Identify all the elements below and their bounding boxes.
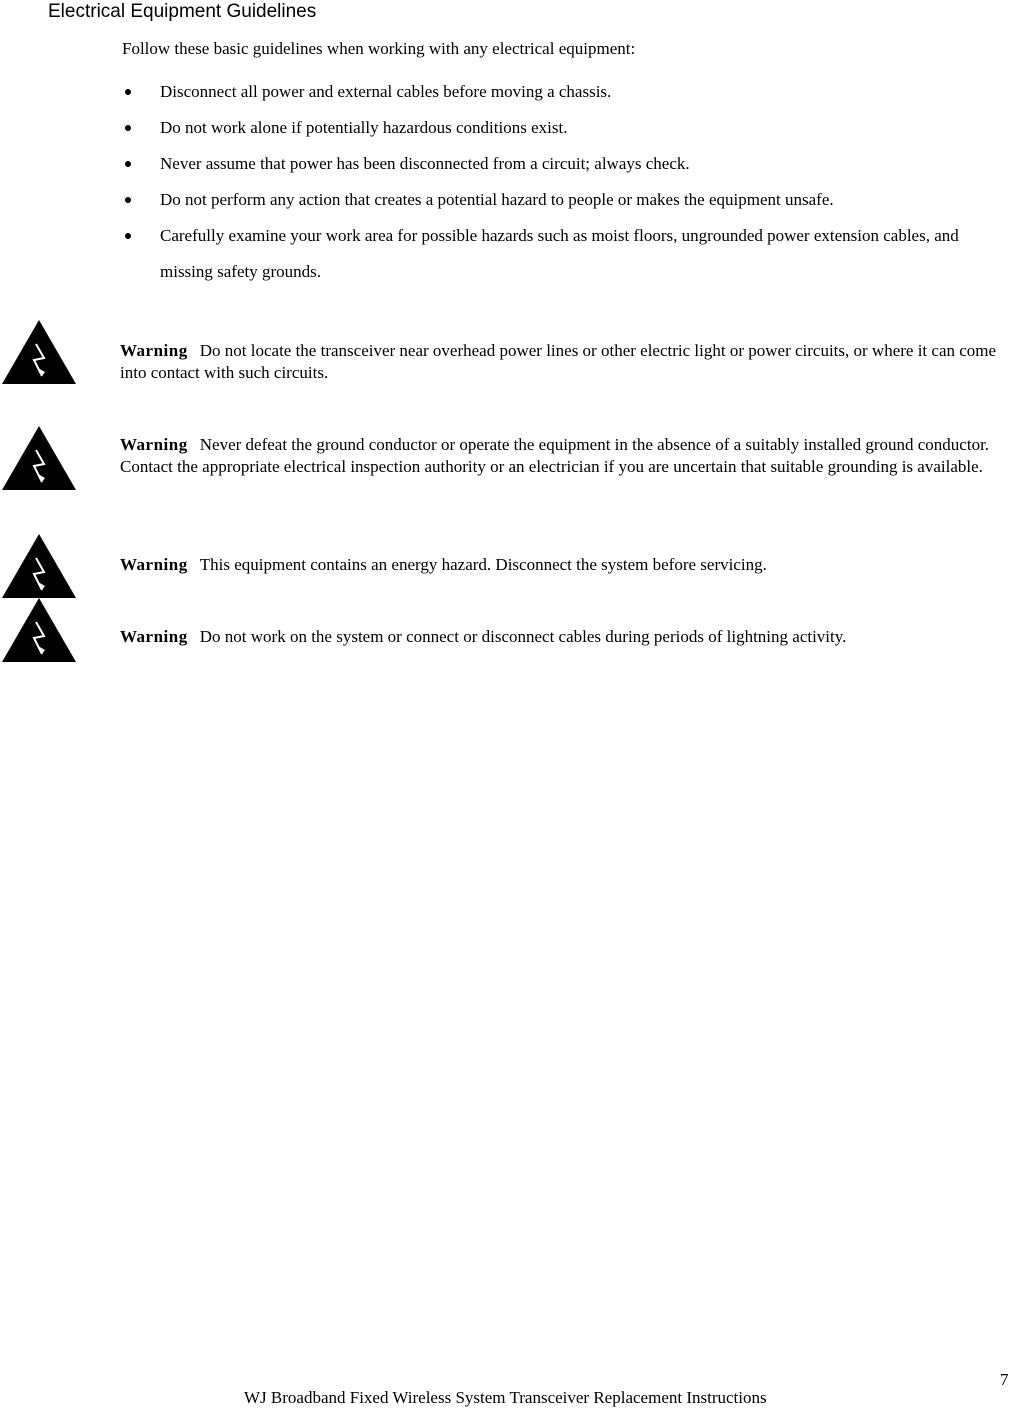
warning-text	[120, 554, 1008, 576]
list-item	[122, 110, 992, 146]
list-item	[122, 218, 992, 290]
bullet-icon	[125, 125, 131, 131]
warning-message: Never defeat the ground conductor or operate the equipment in the absence of a suitably installed ground conductor. Contact the appropriate electrical inspection authority or an electrician if you are uncertain that suitable grounding is available.	[120, 435, 990, 476]
warning-label: Warning	[120, 627, 188, 646]
warning-label: Warning	[120, 435, 188, 454]
footer-title: WJ Broadband Fixed Wireless System Transceiver Replacement Instructions	[244, 1388, 767, 1407]
list-item	[122, 146, 992, 182]
page-heading: Electrical Equipment Guidelines	[48, 1, 317, 22]
electrical-hazard-warning-icon	[0, 318, 78, 386]
list-item-text: Do not work alone if potentially hazardous conditions exist.	[160, 118, 568, 137]
list-item-text: Do not perform any action that creates a potential hazard to people or makes the equipment unsafe.	[160, 190, 834, 209]
warning-text	[120, 340, 1008, 384]
electrical-hazard-warning-icon	[0, 424, 78, 492]
bullet-icon	[125, 161, 131, 167]
list-item	[122, 74, 992, 110]
intro-text: Follow these basic guidelines when working with any electrical equipment:	[122, 39, 636, 58]
warning-label: Warning	[120, 555, 188, 574]
list-item-text: Never assume that power has been disconnected from a circuit; always check.	[160, 154, 690, 173]
page-number: 7	[1000, 1370, 1009, 1389]
warning-message: This equipment contains an energy hazard. Disconnect the system before servicing.	[199, 555, 767, 574]
warning-text	[120, 626, 1008, 648]
electrical-hazard-warning-icon	[0, 596, 78, 664]
warning-message: Do not locate the transceiver near overhead power lines or other electric light or power circuits, or where it can come into contact with such circuits.	[120, 341, 997, 382]
electrical-hazard-warning-icon	[0, 532, 78, 600]
bullet-icon	[125, 197, 131, 203]
bullet-icon	[125, 89, 131, 95]
bullet-icon	[125, 233, 131, 239]
warning-message: Do not work on the system or connect or disconnect cables during periods of lightning activity.	[199, 627, 847, 646]
guidelines-list	[122, 74, 992, 290]
list-item-text: Disconnect all power and external cables before moving a chassis.	[160, 82, 612, 101]
warning-label: Warning	[120, 341, 188, 360]
list-item-text: Carefully examine your work area for possible hazards such as moist floors, ungrounded power extension cables, and missing safety grounds.	[160, 226, 959, 281]
list-item	[122, 182, 992, 218]
warning-text	[120, 434, 1008, 478]
